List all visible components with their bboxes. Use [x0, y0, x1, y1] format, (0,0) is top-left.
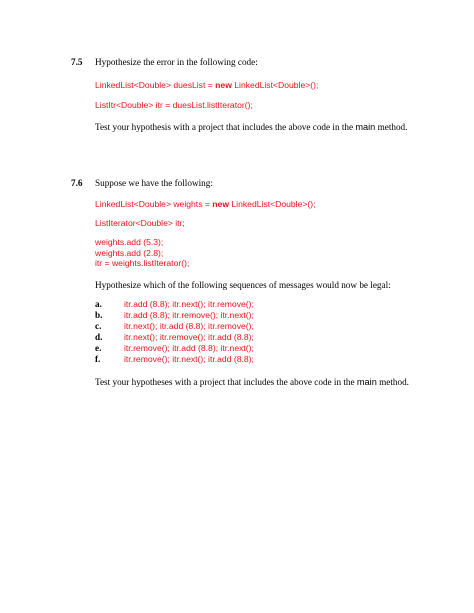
problem-number: 7.5 [71, 57, 83, 67]
problem-7-6-code-line-1 [95, 199, 315, 210]
option-label-a: a. [95, 299, 102, 309]
option-code-c: itr.next(); itr.add (8.8); itr.remove(); [124, 321, 254, 331]
option-label-d: d. [95, 332, 103, 342]
test-main-word: main [355, 122, 376, 132]
option-code-d: itr.next(); itr.remove(); itr.add (8.8); [124, 332, 254, 342]
option-code-f: itr.remove(); itr.next(); itr.add (8.8); [124, 354, 254, 364]
option-label-b: b. [95, 310, 103, 320]
problem-7-5-heading [71, 57, 82, 68]
problem-7-6-heading [71, 178, 82, 189]
test-main-word: main [356, 377, 377, 387]
test-text: method. [375, 122, 408, 132]
test-text: method. [376, 377, 409, 387]
option-code-e: itr.remove(); itr.add (8.8); itr.next(); [124, 343, 254, 353]
problem-7-6-code-line-2: ListIterator<Double> itr; [95, 218, 185, 228]
option-code-b: itr.add (8.8); itr.remove(); itr.next(); [124, 310, 254, 320]
problem-7-6-prompt: Suppose we have the following: [95, 178, 213, 188]
code-keyword: new [212, 199, 230, 209]
problem-7-6-code-line-3: weights.add (5.3); [95, 237, 164, 247]
problem-7-5-test-instruction [95, 122, 407, 133]
option-label-c: c. [95, 321, 102, 331]
test-text: Test your hypotheses with a project that includes the above code in the [95, 377, 357, 387]
problem-7-6-hypothesize: Hypothesize which of the following sequences of messages would now be legal: [95, 280, 391, 290]
option-label-f: f. [95, 354, 101, 364]
problem-7-6-code-line-4: weights.add (2.8); [95, 248, 164, 258]
option-label-e: e. [95, 343, 102, 353]
code-text: LinkedList<Double> duesList = [95, 80, 216, 90]
problem-number: 7.6 [71, 178, 83, 188]
test-text: Test your hypothesis with a project that includes the above code in the [95, 122, 356, 132]
problem-7-6-test-instruction [95, 377, 409, 388]
problem-7-6-code-line-5: itr = weights.listIterator(); [95, 258, 190, 268]
option-code-a: itr.add (8.8); itr.next(); itr.remove(); [124, 299, 254, 309]
code-text: LinkedList<Double>(); [231, 80, 319, 90]
code-keyword: new [215, 80, 232, 90]
problem-7-5-prompt: Hypothesize the error in the following code: [95, 57, 258, 67]
problem-7-5-code-line-2: ListItr<Double> itr = duesList.listIterator(); [95, 100, 253, 110]
problem-7-5-code-line-1 [95, 80, 318, 91]
code-text: LinkedList<Double> weights = [95, 199, 213, 209]
code-text: LinkedList<Double>(); [229, 199, 316, 209]
